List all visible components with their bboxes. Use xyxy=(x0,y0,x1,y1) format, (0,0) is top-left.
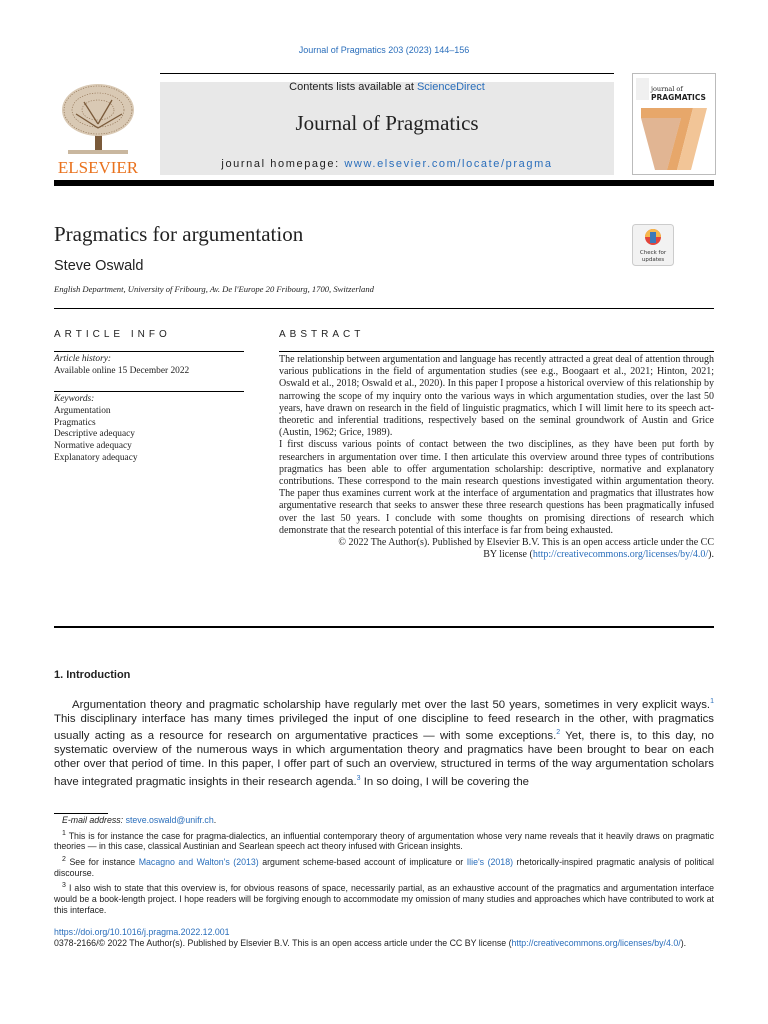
article-info-rule xyxy=(54,351,244,352)
copyright-end: ). xyxy=(708,549,714,561)
homepage-link[interactable]: www.elsevier.com/locate/pragma xyxy=(344,158,553,170)
sciencedirect-link[interactable]: ScienceDirect xyxy=(416,81,485,93)
abstract-paragraph-2: I first discuss various points of contact between the two disciplines, as they have been put forth by researchers in argumentation over time. I then articulate this overview around three types of contributions pragmatics has been able to offer argumentation scholarship: descriptive, normative and explanatory contributions. These correspond to the main research questions investigated within argumentation theory. The paper thus examines current work at the interface of argumentation and pragmatics that illustrates how argumentative research that seeks to answer these three research questions has been pragmatically infused over the last 50 years. I conclude with some thoughts on promising directions of research which demonstrate that the research potential of this interface is far from being exhausted. xyxy=(279,439,714,536)
abstract-body xyxy=(279,354,714,561)
footnote-text: This is for instance the case for pragma-dialectics, an influential contemporary theory of argumentation whose very name reveals that it heavily draws on pragmatic theories — in this case, classical Austinian and Searlean speech act theory infused with Gricean insights. xyxy=(54,830,714,852)
email-label: E-mail address: xyxy=(62,815,126,825)
copyright-text: © 2022 The Author(s). Published by Elsevier B.V. This is an open access article under the CC xyxy=(338,537,714,549)
email-line xyxy=(54,815,714,826)
macagno-walton-link[interactable]: Macagno and Walton's (2013) xyxy=(138,856,259,867)
keyword-item: Descriptive adequacy xyxy=(54,429,135,440)
keyword-item: Argumentation xyxy=(54,405,111,416)
abstract-heading: ABSTRACT xyxy=(279,329,365,340)
footnote-ref-1[interactable]: 1 xyxy=(710,698,714,705)
section-heading-introduction: 1. Introduction xyxy=(54,669,131,681)
footnotes xyxy=(54,815,714,918)
cover-image xyxy=(633,74,715,174)
svg-text:ELSEVIER: ELSEVIER xyxy=(57,158,139,176)
keyword-item: Pragmatics xyxy=(54,417,96,428)
journal-name: Journal of Pragmatics xyxy=(295,111,479,135)
history-label: Article history: xyxy=(54,354,112,364)
history-value: Available online 15 December 2022 xyxy=(54,365,190,376)
crossmark-icon xyxy=(632,224,674,266)
journal-homepage xyxy=(160,158,614,170)
footnote-number: 2 xyxy=(62,855,66,863)
contents-line xyxy=(160,81,614,93)
intro-text: Argumentation theory and pragmatic scholarship have regularly met over the last 50 years, sometimes in very explicit ways. xyxy=(72,698,711,711)
homepage-prefix: journal homepage: xyxy=(221,158,345,170)
ilie-link[interactable]: Ilie's (2018) xyxy=(466,856,514,867)
issn-text: 0378-2166/© 2022 The Author(s). Published by Elsevier B.V. This is an open access article under the CC BY license ( xyxy=(54,938,512,948)
keywords-block xyxy=(54,394,244,465)
footnote-text: argument scheme-based account of implicature or xyxy=(258,856,467,867)
elsevier-tree-icon xyxy=(54,80,142,176)
issn-end: ). xyxy=(680,938,687,948)
footnote-number: 3 xyxy=(62,882,66,890)
footnote-rule xyxy=(54,813,108,814)
svg-text:journal of: journal of xyxy=(651,85,683,93)
article-history xyxy=(54,354,244,378)
footnote-text: rhetorically-inspired pragmatic analysis of political discourse. xyxy=(54,856,714,878)
doi-link[interactable]: https://doi.org/10.1016/j.pragma.2022.12.001 xyxy=(54,927,230,937)
intro-text: This disciplinary interface has many times privileged the input of one discipline to feed research in the other, with pragmatics usually acting as a resource for research on argumentative practices — with some exceptions. xyxy=(54,712,714,743)
intro-text: Yet, there is, to this day, no systematic overview of the numerous ways in which argumentation theory and pragmatics have been brought to bear on each other over that period of time. In this paper, I offer part of such an overview, structured in terms of the way argumentation scholars have integrated pragmatic insights in their research agenda. xyxy=(54,730,714,788)
copyright-text-2: BY license ( xyxy=(483,549,533,561)
abstract-bottom-rule xyxy=(54,626,714,628)
keywords-rule xyxy=(54,391,244,392)
footnote-3 xyxy=(54,880,714,916)
check-for-updates-badge[interactable] xyxy=(632,224,674,266)
article-title: Pragmatics for argumentation xyxy=(54,222,304,246)
svg-text:updates: updates xyxy=(641,257,665,263)
svg-text:Check for: Check for xyxy=(639,250,667,256)
footnote-2 xyxy=(54,854,714,879)
abstract-rule xyxy=(279,351,714,352)
contents-prefix: Contents lists available at xyxy=(289,81,417,93)
keyword-item: Explanatory adequacy xyxy=(54,452,138,463)
title-block-rule xyxy=(54,308,714,309)
author-name[interactable]: Steve Oswald xyxy=(54,258,144,274)
footnote-text: See for instance xyxy=(69,856,139,867)
author-affiliation: English Department, University of Fribourg, Av. De l'Europe 20 Fribourg, 1700, Switzerland xyxy=(54,284,374,294)
author-email-link[interactable]: steve.oswald@unifr.ch xyxy=(125,815,214,825)
abstract-copyright xyxy=(279,537,714,561)
footnote-ref-3[interactable]: 3 xyxy=(356,774,361,782)
footnote-number: 1 xyxy=(62,829,66,837)
header-top-rule xyxy=(160,73,614,74)
elsevier-logo xyxy=(54,80,142,176)
svg-text:PRAGMATICS: PRAGMATICS xyxy=(651,93,706,102)
footnote-ref-2[interactable]: 2 xyxy=(556,729,561,737)
license-link[interactable]: http://creativecommons.org/licenses/by/4.0/ xyxy=(532,549,709,561)
journal-citation[interactable]: Journal of Pragmatics 203 (2023) 144–156 xyxy=(298,45,470,55)
keyword-item: Normative adequacy xyxy=(54,441,132,452)
page-footer xyxy=(54,927,714,949)
abstract-paragraph-1: The relationship between argumentation and language has recently attracted a great deal of attention through various publications in the field of argumentation studies (see e.g., Boogaart et al., 2021; Hinton, 2021; Oswald et al., 2018; Oswald et al., 2020). In this paper I propose a historical overview of this relationship by narrowing the scope of my inquiry onto the various ways in which argumentation studies, over the last 50 years, have drawn on research in the field of linguistic pragmatics, which I will limit here to its speech act-theoretic and inferential traditions, respectively based on the seminal groundwork of Austin and Grice (Austin, 1962; Grice, 1989). xyxy=(279,354,714,439)
article-info-heading: ARTICLE INFO xyxy=(54,329,171,340)
footer-license-link[interactable]: http://creativecommons.org/licenses/by/4.0/ xyxy=(511,938,681,948)
issn-line xyxy=(54,938,714,949)
introduction-paragraph xyxy=(54,695,714,789)
keywords-label: Keywords: xyxy=(54,394,95,404)
email-end: . xyxy=(213,815,217,825)
header-bottom-rule xyxy=(54,180,714,186)
intro-text: In so doing, I will be covering the xyxy=(360,775,530,788)
journal-cover[interactable] xyxy=(632,73,716,175)
footnote-1 xyxy=(54,828,714,853)
footnote-text: I also wish to state that this overview is, for obvious reasons of space, necessarily partial, as an exhaustive account of the pragmatics and argumentation interface would be a book-length project. I hope readers will be forgiving enough to accommodate my omission of many studies and approaches which have contributed to work at this interface. xyxy=(54,883,714,916)
